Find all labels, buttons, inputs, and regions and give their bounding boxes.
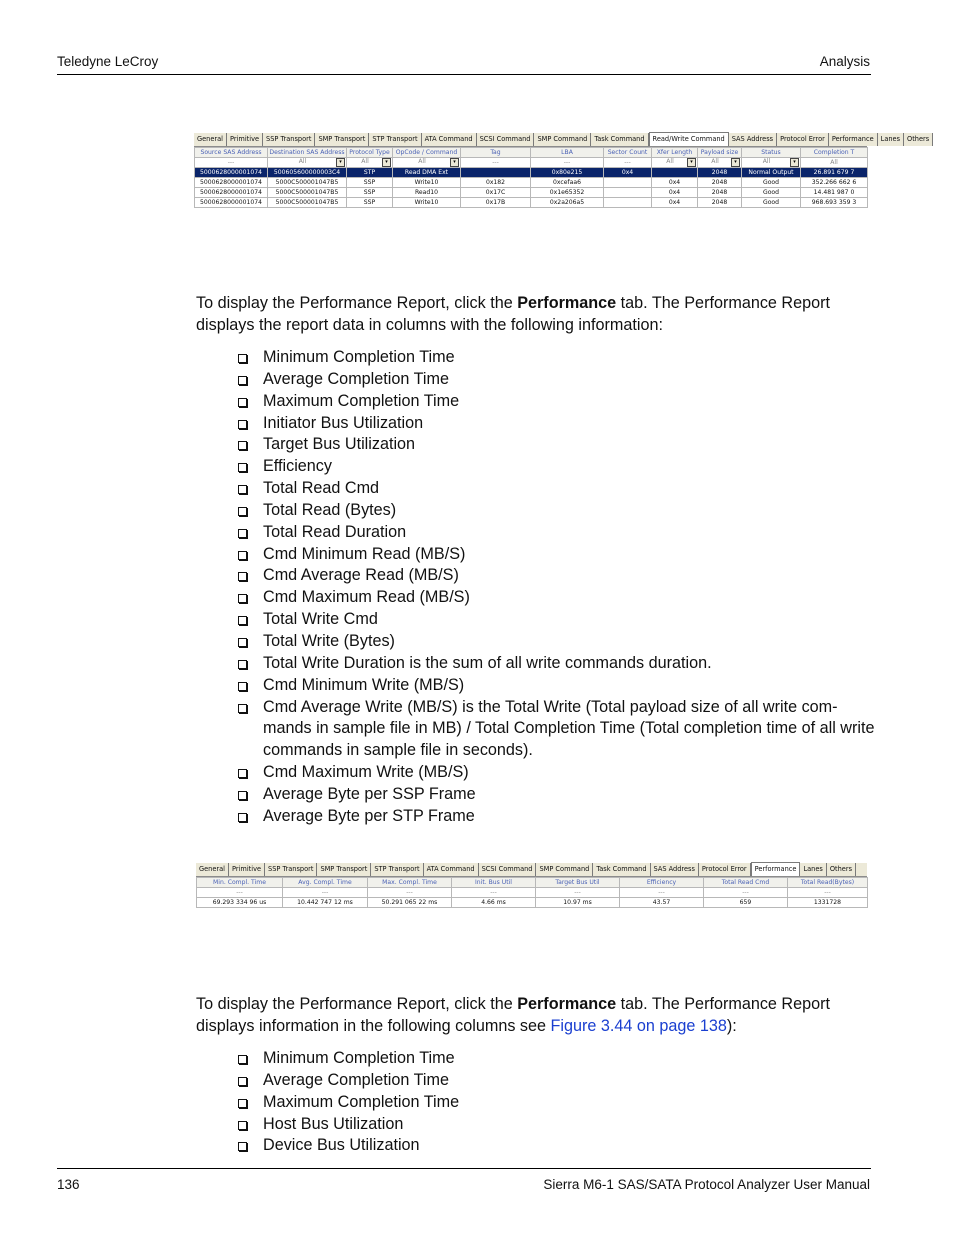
list-item	[236, 434, 876, 456]
footer-rule	[57, 1168, 871, 1169]
tab-task-command[interactable]: Task Command	[593, 863, 650, 876]
table-row[interactable]	[195, 178, 868, 188]
tab-sas-address[interactable]: SAS Address	[729, 133, 777, 146]
column-header[interactable]: LBA	[531, 148, 604, 158]
filter-value: All	[830, 159, 838, 166]
table-cell: Good	[742, 198, 801, 208]
table-row[interactable]	[195, 188, 868, 198]
chevron-down-icon[interactable]: ▾	[382, 158, 391, 167]
list-item	[236, 369, 876, 391]
list-item-text: Maximum Completion Time	[263, 391, 460, 410]
list-item	[236, 456, 876, 478]
filter-value: All	[298, 158, 307, 165]
filter-cell[interactable]	[368, 888, 452, 898]
list-item	[236, 1048, 876, 1070]
filter-cell[interactable]	[652, 158, 698, 168]
checkbox-bullet-icon	[238, 791, 247, 800]
list-item	[236, 391, 876, 413]
column-header[interactable]: Avg. Compl. Time	[283, 878, 368, 888]
column-header[interactable]: Protocol Type	[347, 148, 393, 158]
list-item-text: Total Read Duration	[263, 522, 407, 541]
column-header[interactable]: OpCode / Command	[393, 148, 461, 158]
table-cell: Write10	[393, 178, 461, 188]
performance-columns-list-2	[236, 1048, 876, 1157]
table-cell: 5000628000001074	[195, 168, 268, 178]
column-header-row	[195, 148, 868, 158]
list-item	[236, 1135, 876, 1157]
tab-stp-transport[interactable]: STP Transport	[369, 133, 421, 146]
checkbox-bullet-icon	[238, 551, 247, 560]
list-item-text: Total Write (Bytes)	[263, 631, 395, 650]
table-cell: SSP	[347, 178, 393, 188]
list-item	[236, 522, 876, 544]
filter-cell[interactable]	[620, 888, 704, 898]
page-number: 136	[57, 1177, 80, 1192]
tab-others[interactable]: Others	[904, 133, 933, 146]
para1-after: tab. The Performance Report displays the report data in columns with the following information:	[196, 294, 831, 334]
header-left: Teledyne LeCroy	[57, 54, 159, 69]
table-cell: 5000C500001047B5	[268, 188, 347, 198]
filter-value: ---	[824, 889, 831, 896]
filter-value: ---	[406, 889, 413, 896]
tab-sas-address[interactable]: SAS Address	[651, 863, 699, 876]
tab-performance[interactable]: Performance	[751, 862, 801, 876]
table-cell: 0x4	[652, 198, 698, 208]
filter-value: ---	[574, 889, 581, 896]
checkbox-bullet-icon	[238, 354, 247, 363]
manual-title: Sierra M6-1 SAS/SATA Protocol Analyzer User Manual	[543, 1177, 870, 1192]
list-item-text: Average Byte per SSP Frame	[263, 784, 476, 803]
table-cell: SSP	[347, 188, 393, 198]
list-item-text: Host Bus Utilization	[263, 1114, 404, 1133]
list-item-text: Device Bus Utilization	[263, 1136, 420, 1155]
table-cell: 5000628000001074	[195, 188, 268, 198]
list-item	[236, 565, 876, 587]
filter-cell[interactable]	[742, 158, 801, 168]
table-cell	[652, 168, 698, 178]
list-item-text: Total Write Duration is the sum of all write commands duration.	[263, 653, 712, 672]
table-cell: 69.293 334 96 us	[197, 898, 283, 908]
list-item-text: Maximum Completion Time	[263, 1092, 460, 1111]
filter-value: All	[418, 158, 426, 165]
filter-value: ---	[563, 159, 571, 166]
table-row[interactable]	[197, 898, 868, 908]
checkbox-bullet-icon	[238, 420, 247, 429]
list-item-text: Initiator Bus Utilization	[263, 413, 424, 432]
column-header[interactable]: Min. Compl. Time	[197, 878, 283, 888]
filter-cell[interactable]	[604, 158, 652, 168]
column-header[interactable]: Sector Count	[604, 148, 652, 158]
table-cell: 5000C500001047B5	[268, 198, 347, 208]
table-cell: 0x182	[461, 178, 531, 188]
checkbox-bullet-icon	[238, 398, 247, 407]
table-cell: 2048	[698, 198, 742, 208]
tab-smp-command[interactable]: SMP Command	[536, 863, 593, 876]
tab-general[interactable]: General	[196, 863, 229, 876]
column-header[interactable]: Status	[742, 148, 801, 158]
column-header[interactable]: Xfer Length	[652, 148, 698, 158]
table-cell: 0xcefaa6	[531, 178, 604, 188]
filter-value: ---	[624, 159, 631, 166]
checkbox-bullet-icon	[238, 616, 247, 625]
table-cell: 5000C500001047B5	[268, 178, 347, 188]
filter-row	[197, 888, 868, 898]
table-cell: 0x4	[652, 188, 698, 198]
table-cell: 352.266 662 6	[801, 178, 868, 188]
screenshot-read-write-command	[194, 133, 930, 213]
column-header[interactable]: Source SAS Address	[195, 148, 268, 158]
para2-after: ):	[726, 1016, 737, 1035]
filter-cell[interactable]	[452, 888, 536, 898]
table-cell: STP	[347, 168, 393, 178]
table-cell: SSP	[347, 198, 393, 208]
filter-cell[interactable]	[801, 158, 868, 168]
screenshot-performance-tab	[196, 863, 867, 919]
filter-cell[interactable]	[393, 158, 461, 168]
filter-cell[interactable]	[283, 888, 368, 898]
filter-cell[interactable]	[461, 158, 531, 168]
list-item-text: Cmd Maximum Write (MB/S)	[263, 763, 469, 782]
filter-value: ---	[658, 889, 665, 896]
table-cell	[604, 188, 652, 198]
filter-value: All	[666, 158, 674, 165]
list-item-text: Cmd Minimum Read (MB/S)	[263, 544, 466, 563]
header-right: Analysis	[819, 54, 870, 69]
list-item	[236, 413, 876, 435]
list-item-text: Minimum Completion Time	[263, 348, 455, 366]
table-cell: 14.481 987 0	[801, 188, 868, 198]
checkbox-bullet-icon	[238, 1121, 247, 1130]
tab-stp-transport[interactable]: STP Transport	[371, 863, 423, 876]
table-cell: 4.66 ms	[452, 898, 536, 908]
column-header[interactable]: Init. Bus Util	[452, 878, 536, 888]
filter-value: All	[361, 158, 369, 165]
list-item-text: Average Completion Time	[263, 1070, 449, 1089]
filter-cell[interactable]	[704, 888, 788, 898]
table-cell: 0x2a206a5	[531, 198, 604, 208]
column-header[interactable]: Efficiency	[620, 878, 704, 888]
rw-command-table	[194, 147, 868, 208]
table-cell: 0x4	[604, 168, 652, 178]
list-item-text: Efficiency	[263, 457, 332, 476]
table-cell: 2048	[698, 178, 742, 188]
column-header[interactable]: Completion T	[801, 148, 868, 158]
filter-cell[interactable]	[788, 888, 868, 898]
table-cell: 5000628000001074	[195, 178, 268, 188]
checkbox-bullet-icon	[238, 1099, 247, 1108]
tab-task-command[interactable]: Task Command	[591, 133, 648, 146]
checkbox-bullet-icon	[238, 682, 247, 691]
table-cell: 0x17B	[461, 198, 531, 208]
table-cell: 5000628000001074	[195, 198, 268, 208]
checkbox-bullet-icon	[238, 769, 247, 778]
filter-value: All	[711, 158, 719, 165]
filter-cell[interactable]	[197, 888, 283, 898]
paragraph-performance-columns	[196, 994, 872, 1038]
filter-cell[interactable]	[531, 158, 604, 168]
list-item	[236, 587, 876, 609]
table-cell: 1331728	[788, 898, 868, 908]
checkbox-bullet-icon	[238, 594, 247, 603]
list-item	[236, 347, 876, 369]
list-item	[236, 806, 876, 828]
tab-ssp-transport[interactable]: SSP Transport	[263, 133, 315, 146]
tab-bar	[196, 863, 867, 877]
checkbox-bullet-icon	[238, 660, 247, 669]
tab-lanes[interactable]: Lanes	[878, 133, 904, 146]
chevron-down-icon[interactable]: ▾	[336, 158, 345, 167]
filter-cell[interactable]	[195, 158, 268, 168]
para2-bold: Performance	[517, 995, 617, 1013]
tab-primitive[interactable]: Primitive	[227, 133, 263, 146]
tab-scsi-command[interactable]: SCSI Command	[479, 863, 537, 876]
list-item	[236, 1070, 876, 1092]
checkbox-bullet-icon	[238, 376, 247, 385]
list-item-text: Cmd Average Read (MB/S)	[263, 566, 459, 585]
tab-ata-command[interactable]: ATA Command	[424, 863, 479, 876]
filter-value: ---	[321, 889, 329, 896]
tab-smp-transport[interactable]: SMP Transport	[317, 863, 371, 876]
tab-scsi-command[interactable]: SCSI Command	[477, 133, 535, 146]
list-item-text: Target Bus Utilization	[263, 435, 416, 454]
para1-bold: Performance	[517, 294, 617, 312]
filter-row	[195, 158, 868, 168]
table-cell: 0x80e215	[531, 168, 604, 178]
table-cell	[604, 198, 652, 208]
checkbox-bullet-icon	[238, 507, 247, 516]
table-cell: 43.57	[620, 898, 704, 908]
checkbox-bullet-icon	[238, 463, 247, 472]
list-item-text: Cmd Maximum Read (MB/S)	[263, 588, 470, 607]
table-cell: 10.442 747 12 ms	[283, 898, 368, 908]
list-item	[236, 653, 876, 675]
column-header[interactable]: Total Read Cmd	[704, 878, 788, 888]
table-cell: 2048	[698, 168, 742, 178]
chevron-down-icon[interactable]: ▾	[450, 158, 459, 167]
performance-table	[196, 877, 868, 908]
list-item-text: Total Write Cmd	[263, 610, 378, 629]
list-item	[236, 675, 876, 697]
list-item	[236, 631, 876, 653]
para2-middle: tab. The Performance Report displays information in the following columns see	[196, 995, 831, 1035]
filter-value: ---	[492, 159, 499, 166]
tab-smp-transport[interactable]: SMP Transport	[315, 133, 369, 146]
filter-value: ---	[742, 889, 749, 896]
list-item-text: Average Completion Time	[263, 369, 449, 388]
paragraph-performance-intro	[196, 293, 872, 337]
column-header[interactable]: Tag	[461, 148, 531, 158]
table-cell: Read10	[393, 188, 461, 198]
list-item-text: Average Byte per STP Frame	[263, 806, 475, 825]
checkbox-bullet-icon	[238, 1055, 247, 1064]
chevron-down-icon[interactable]: ▾	[790, 158, 799, 167]
checkbox-bullet-icon	[238, 1142, 247, 1151]
list-item	[236, 609, 876, 631]
performance-columns-list	[236, 347, 876, 828]
checkbox-bullet-icon	[238, 441, 247, 450]
list-item	[236, 784, 876, 806]
column-header[interactable]: Max. Compl. Time	[368, 878, 452, 888]
table-cell: Good	[742, 178, 801, 188]
tab-general[interactable]: General	[194, 133, 227, 146]
table-cell: 0x17C	[461, 188, 531, 198]
tab-read-write-command[interactable]: Read/Write Command	[649, 132, 729, 146]
para2-before: To display the Performance Report, click the	[196, 995, 518, 1013]
column-header-row	[197, 878, 868, 888]
column-header[interactable]: Total Read(Bytes)	[788, 878, 868, 888]
list-item	[236, 544, 876, 566]
tab-protocol-error[interactable]: Protocol Error	[777, 133, 829, 146]
checkbox-bullet-icon	[238, 1077, 247, 1086]
filter-value: ---	[236, 889, 243, 896]
table-row[interactable]	[195, 198, 868, 208]
checkbox-bullet-icon	[238, 485, 247, 494]
list-item-text: Minimum Completion Time	[263, 1049, 455, 1067]
column-header[interactable]: Destination SAS Address	[269, 149, 345, 156]
para1-before: To display the Performance Report, click the	[196, 294, 518, 312]
checkbox-bullet-icon	[238, 638, 247, 647]
table-cell	[461, 168, 531, 178]
list-item	[236, 500, 876, 522]
list-item-text: Total Read Cmd	[263, 479, 380, 498]
table-cell: 2048	[698, 188, 742, 198]
table-cell: 10.97 ms	[536, 898, 620, 908]
chevron-down-icon[interactable]: ▾	[687, 158, 696, 167]
checkbox-bullet-icon	[238, 529, 247, 538]
table-cell: 26.891 679 7	[801, 168, 868, 178]
filter-cell[interactable]	[347, 158, 393, 168]
table-cell: Normal Output	[742, 168, 801, 178]
filter-cell[interactable]	[536, 888, 620, 898]
table-cell: Good	[742, 188, 801, 198]
figure-link[interactable]: Figure 3.44 on page 138	[550, 1016, 727, 1035]
tab-bar	[194, 133, 930, 147]
header-rule	[57, 74, 871, 75]
tab-lanes[interactable]: Lanes	[800, 863, 826, 876]
chevron-down-icon[interactable]: ▾	[731, 158, 740, 167]
list-item	[236, 478, 876, 500]
table-cell: Write10	[393, 198, 461, 208]
tab-ata-command[interactable]: ATA Command	[422, 133, 477, 146]
table-cell: 50.291 065 22 ms	[368, 898, 452, 908]
tab-primitive[interactable]: Primitive	[229, 863, 265, 876]
table-cell: 659	[704, 898, 788, 908]
checkbox-bullet-icon	[238, 813, 247, 822]
checkbox-bullet-icon	[238, 704, 247, 713]
table-cell: 0x4	[652, 178, 698, 188]
filter-cell[interactable]	[268, 158, 347, 168]
column-header[interactable]: Target Bus Util	[536, 878, 620, 888]
list-item	[236, 1092, 876, 1114]
table-row[interactable]	[195, 168, 868, 178]
table-cell	[604, 178, 652, 188]
table-cell: 0x1e65352	[531, 188, 604, 198]
tab-protocol-error[interactable]: Protocol Error	[699, 863, 751, 876]
tab-others[interactable]: Others	[827, 863, 856, 876]
filter-value: ---	[490, 889, 497, 896]
filter-value: ---	[227, 159, 235, 166]
list-item-text: Cmd Average Write (MB/S) is the Total Write (Total payload size of all write com-mands in sample file in MB) / Total Completion Time (Total completion time of all write commands in sample file in seconds).	[263, 697, 875, 760]
list-item-text: Total Read (Bytes)	[263, 500, 397, 519]
tab-ssp-transport[interactable]: SSP Transport	[265, 863, 317, 876]
checkbox-bullet-icon	[238, 572, 247, 581]
tab-performance[interactable]: Performance	[829, 133, 878, 146]
filter-value: All	[762, 158, 771, 165]
table-cell: Read DMA Ext	[393, 168, 461, 178]
list-item	[236, 1114, 876, 1136]
filter-cell[interactable]	[698, 158, 742, 168]
list-item	[236, 762, 876, 784]
list-item	[236, 697, 876, 763]
tab-smp-command[interactable]: SMP Command	[534, 133, 591, 146]
column-header[interactable]: Payload size	[698, 148, 742, 158]
table-cell: 500605600000003C4	[268, 168, 347, 178]
table-cell: 968.693 359 3	[801, 198, 868, 208]
list-item-text: Cmd Minimum Write (MB/S)	[263, 675, 465, 694]
